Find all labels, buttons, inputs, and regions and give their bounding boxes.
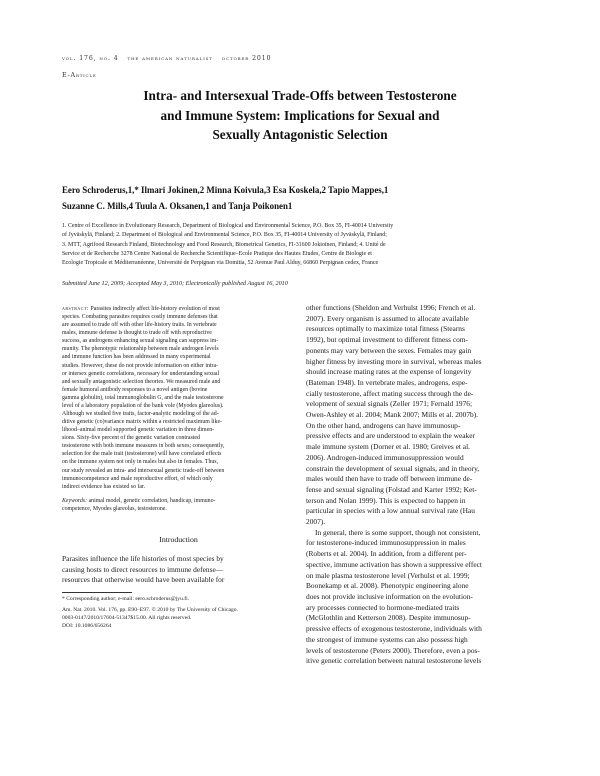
affiliation-line: 1. Centre of Excellence in Evolutionary Research, Department of Biological and Environmental Science, P.O. Box 35, FI-40014 University — [62, 223, 394, 229]
body-line: particular in species with a low annual survival rate (Hau — [306, 506, 475, 516]
volume-issue: vol. 176, no. 4 — [62, 55, 119, 62]
body-line: for testosterone-induced immunosuppression in males — [306, 538, 466, 548]
body-line: (Roberts et al. 2004). In addition, from a different per- — [306, 549, 467, 559]
author-list — [62, 182, 542, 214]
abstract-line: Although we studied five traits, factor-analytic modeling of the ad- — [62, 411, 219, 418]
body-line: 2007). — [306, 517, 326, 527]
body-line: resources that otherwise would have been available for — [62, 575, 225, 585]
body-line: (McGlothlin and Ketterson 2008). Despite immunosup- — [306, 613, 471, 623]
body-line: itive genetic correlation between natural testosterone levels — [306, 656, 482, 666]
abstract-label: abstract: — [62, 306, 90, 312]
left-column — [62, 305, 295, 631]
body-line: the strongest of immune systems can also possess high — [306, 634, 468, 644]
title-line: Sexually Antagonistic Selection — [212, 127, 388, 142]
body-line: 1992), but optimal investment to different fitness com- — [306, 335, 469, 345]
citation-line: DOI: 10.1086/656264 — [62, 622, 112, 629]
body-line: terson and Nolan 1999). This is expected to happen in — [306, 495, 466, 505]
abstract-line: gamma globulin), total immunoglobulin G, and the male testosterone — [62, 394, 224, 401]
abstract-line: success, as androgens enhancing sexual signaling can suppress im- — [62, 338, 219, 345]
abstract-line: lihood–animal model supported genetic variation in three dimen- — [62, 427, 215, 434]
issue-date: october 2010 — [221, 55, 272, 62]
running-head — [62, 55, 277, 62]
body-line: Owen-Ashley et al. 2004; Mank 2007; Mills et al. 2007b). — [306, 410, 479, 420]
body-line: resources optimally to maximize total fitness (Stearns — [306, 324, 465, 334]
body-line: Parasites influence the life histories of most species by — [62, 553, 224, 563]
body-line: 2006). Androgen-induced immunosuppression would — [306, 452, 464, 462]
body-line: ponents may vary between the sexes. Females may gain — [306, 345, 472, 355]
affiliation-line: of Jyväskylä, Finland; 2. Department of Biological and Environmental Science, P.O. Box 35, FI-40014 University of Jyväskylä, Finland; — [62, 232, 387, 239]
body-line: constrain the development of sexual signals, and in theory, — [306, 463, 480, 473]
abstract — [62, 305, 295, 491]
body-line: does not provide inclusive information on the evolution- — [306, 591, 473, 601]
author-line: Eero Schroderus,1,* Ilmari Jokinen,2 Minna Koivula,3 Esa Koskela,2 Tapio Mappes,1 — [62, 185, 389, 195]
keywords — [62, 497, 295, 513]
keywords-line: competence, Myodes glareolus, testosterone. — [62, 505, 167, 512]
abstract-line: selection for the male trait (testosterone) will have correlated effects — [62, 451, 222, 458]
abstract-first-line — [62, 305, 295, 313]
abstract-line: our study revealed an intra- and intersexual genetic trade-off between — [62, 467, 225, 474]
article-type: E-Article — [62, 71, 97, 79]
body-line: spective, immune activation has shown a suppressive effect — [306, 559, 482, 569]
abstract-line: are assumed to trade off with other life-history traits. In vertebrate — [62, 322, 217, 329]
body-line: males would then have to trade off between immune de- — [306, 474, 473, 484]
keywords-first-line — [62, 497, 295, 505]
abstract-line: indirect evidence has existed so far. — [62, 483, 146, 490]
affiliation-line: 3. MTT, Agrifood Research Finland, Biotechnology and Food Research, Biometrical Genetics, FI-31600 Jokioinen, Finland; 4. Unité de — [62, 241, 386, 248]
body-line: causing hosts to direct resources to immune defense— — [62, 564, 224, 574]
author-line: Suzanne C. Mills,4 Tuula A. Oksanen,1 and Tanja Poikonen1 — [62, 201, 293, 211]
body-line: velopment of sexual signals (Zeller 1971; Fernald 1976; — [306, 399, 473, 409]
article-title — [62, 86, 538, 145]
abstract-line: and immune function has been addressed in many experimental — [62, 354, 211, 361]
affiliation-line: Ecologie Tropicale et Méditerranéenne, Université de Perpignan via Domitia, 52 Avenue Paul Alduy, 66860 Perpignan cedex, France — [62, 260, 379, 267]
body-line: other functions (Sheldon and Verhulst 1996; French et al. — [306, 303, 476, 312]
body-line: higher fitness by investing more in survival, whereas males — [306, 356, 482, 366]
right-column — [306, 303, 540, 667]
abstract-text: Parasites indirectly affect life-history evolution of most — [90, 306, 220, 312]
keywords-text: animal model, genetic correlation, handicap, immuno- — [88, 497, 216, 504]
abstract-line: or intersex genetic correlations, necessary for understanding sexual — [62, 370, 220, 377]
abstract-line: ditive genetic (co)variance matrix within a restricted maximum like- — [62, 419, 222, 426]
abstract-line: testosterone with both immune measures in both sexes; consequently, — [62, 443, 225, 450]
journal-name: the american naturalist — [127, 55, 213, 62]
abstract-line: munity. The phenotypic relationship between male androgen levels — [62, 346, 219, 353]
body-line: cially testosterone, affect mating success through the de- — [306, 388, 474, 398]
abstract-line: immunocompetence and male reproductive effort, of which only — [62, 475, 213, 482]
abstract-line: studies. However, these do not provide information on either intra- — [62, 362, 219, 369]
affiliation-line: Service et de Recherche 3278 Centre National de Recherche Scientifique–Ecole Pratique des Hautes Etudes, Centre de Biologie et — [62, 250, 372, 257]
submission-dates: Submitted June 12, 2009; Accepted May 3, 2010; Electronically published August 16, 2010 — [62, 280, 288, 287]
body-line: 2007). Every organism is assumed to allocate available — [306, 313, 469, 323]
body-line: pressive effects of exogenous testosterone, individuals with — [306, 624, 482, 634]
citation-line: 0003-0147/2010/17604-51347$15.00. All rights reserved. — [62, 614, 192, 621]
body-line: on male plasma testosterone level (Verhulst et al. 1999; — [306, 570, 470, 580]
abstract-line: species. Combating parasites requires costly immune defenses that — [62, 314, 218, 321]
body-line: On the other hand, androgens can have immunosup- — [306, 420, 461, 430]
abstract-line: males, immune defense is thought to trade off with reproductive — [62, 330, 212, 337]
affiliations — [62, 222, 540, 268]
abstract-line: and sexually antagonistic selection theories. We measured male and — [62, 378, 221, 385]
footnotes — [62, 596, 295, 631]
abstract-line: level of a laboratory population of the bank vole (Myodes glareolus). — [62, 402, 224, 409]
abstract-line: female humoral antibody responses to a novel antigen (bovine — [62, 386, 208, 393]
body-line: (Bateman 1948). In vertebrate males, androgens, espe- — [306, 377, 468, 387]
body-line: levels of testosterone (Peters 2000). Therefore, even a pos- — [306, 645, 480, 655]
body-line: fense and sexual signaling (Folstad and Karter 1992; Ket- — [306, 484, 477, 494]
footnote-rule — [62, 592, 132, 593]
corresponding-author-note: * Corresponding author; e-mail: eero.schroderus@jyu.fi. — [62, 596, 190, 603]
body-line: pressive effects and are understood to explain the weaker — [306, 431, 475, 441]
title-line: Intra- and Intersexual Trade-Offs between Testosterone — [143, 88, 457, 103]
introduction-text — [62, 554, 295, 586]
body-line: male immune system (Dorner et al. 1980; Greives et al. — [306, 442, 470, 452]
abstract-line: on the immune system not only in males but also in females. Thus, — [62, 459, 219, 466]
introduction-heading: Introduction — [159, 534, 198, 544]
keywords-label: Keywords: — [62, 497, 88, 504]
title-line: and Immune System: Implications for Sexual and — [160, 107, 440, 123]
abstract-line: sions. Sixty-five percent of the genetic variation contrasted — [62, 435, 200, 442]
body-line: Boonekamp et al. 2008). Phenotypic engineering alone — [306, 581, 469, 591]
body-line: ary processes connected to hormone-mediated traits — [306, 602, 460, 612]
body-line-indented: In general, there is some support, though not consistent, — [315, 527, 481, 537]
citation-line: Am. Nat. 2010. Vol. 176, pp. E90–E97. © 2010 by The University of Chicago. — [62, 606, 238, 613]
body-line: should increase mating rates at the expense of longevity — [306, 367, 472, 377]
